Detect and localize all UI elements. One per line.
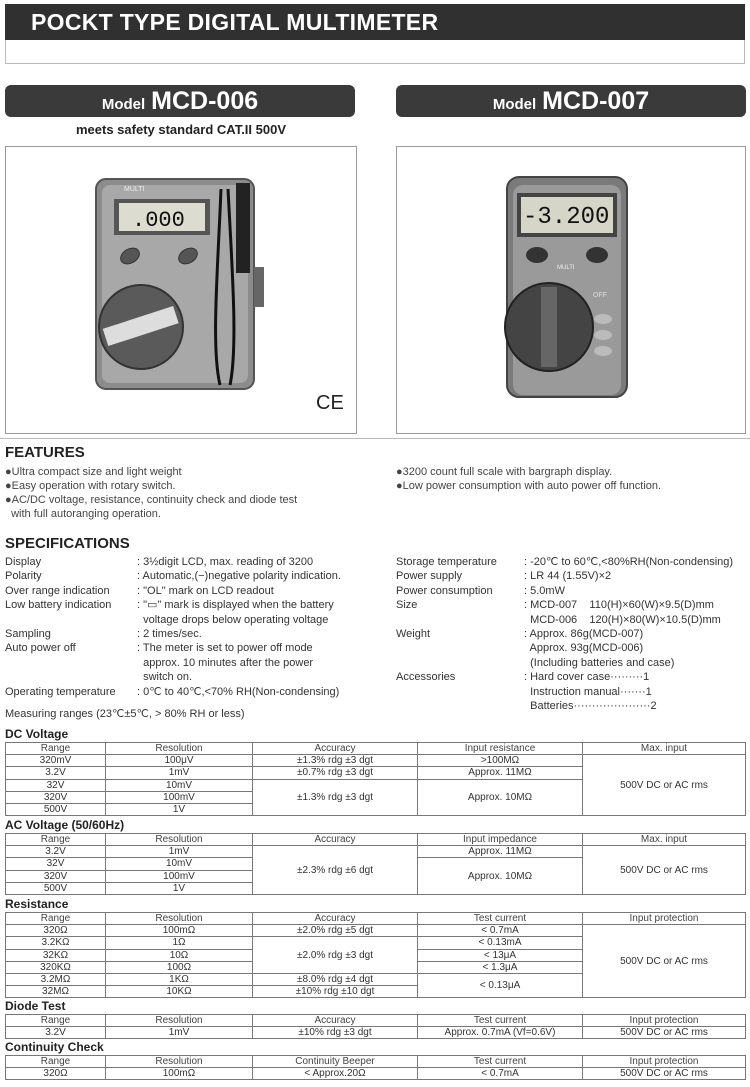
spec-value: voltage drops below operating voltage (137, 613, 329, 626)
header-cell: Input protection (583, 1056, 746, 1068)
spec-value: : 3½digit LCD, max. reading of 3200 (137, 556, 314, 568)
test-current-cell: < 1.3μA (418, 961, 583, 973)
header-cell: Input protection (583, 1015, 746, 1027)
resolution-cell: 10mV (106, 779, 253, 791)
mcd-007-illustration (397, 147, 745, 433)
spec-value: Batteries·····················2 (524, 700, 657, 712)
input-impedance-cell: Approx. 11MΩ (418, 846, 583, 858)
range-cell: 320V (6, 791, 106, 803)
feature-item: ●AC/DC voltage, resistance, continuity check and diode test (5, 494, 298, 506)
test-current-cell: < 13μA (418, 949, 583, 961)
spec-value: Instruction manual·······1 (524, 685, 652, 698)
range-cell: 3.2KΩ (6, 937, 106, 949)
right-off-label: OFF (593, 292, 607, 299)
spec-label: Size (396, 599, 418, 612)
spec-value: : 5.0mW (524, 584, 565, 597)
range-cell: 3.2V (6, 846, 106, 858)
spec-label: Low battery indication (5, 599, 112, 612)
resolution-cell: 1KΩ (106, 973, 253, 985)
table-header-row (6, 913, 746, 925)
resolution-cell: 10Ω (106, 949, 253, 961)
features-heading: FEATURES (5, 444, 85, 461)
accuracy-cell: ±8.0% rdg ±4 dgt (253, 973, 418, 985)
header-cell: Accuracy (253, 743, 418, 755)
resolution-cell: 100μV (106, 755, 253, 767)
model-bar-mcd-006 (5, 85, 355, 117)
max-input-cell: 500V DC or AC rms (583, 755, 746, 816)
accuracy-cell: ±2.0% rdg ±3 dgt (253, 937, 418, 974)
measuring-note: Measuring ranges (23℃±5℃, > 80% RH or less) (5, 708, 245, 720)
range-cell: 320Ω (6, 925, 106, 937)
spec-label: Sampling (5, 628, 51, 640)
range-cell: 32KΩ (6, 949, 106, 961)
header-cell: Resolution (106, 913, 253, 925)
input-impedance-cell: Approx. 10MΩ (418, 858, 583, 895)
diode-test-heading: Diode Test (5, 999, 66, 1013)
model-name: MCD-007 (542, 87, 650, 115)
max-input-cell: 500V DC or AC rms (583, 846, 746, 895)
spec-label: Weight (396, 628, 431, 640)
range-cell: 32V (6, 779, 106, 791)
features-left (5, 465, 297, 521)
table-row (6, 1027, 746, 1039)
accuracy-cell: ±10% rdg ±3 dgt (253, 1027, 418, 1039)
header-cell: Input impedance (418, 834, 583, 846)
input-resistance-cell: Approx. 10MΩ (418, 779, 583, 816)
header-cell: Resolution (106, 743, 253, 755)
spec-value: switch on. (137, 671, 193, 684)
resolution-cell: 100mV (106, 870, 253, 882)
table-header-row (6, 743, 746, 755)
divider (0, 438, 750, 439)
input-protection-cell: 500V DC or AC rms (583, 925, 746, 998)
header-cell: Resolution (106, 1056, 253, 1068)
spec-label: Power consumption (396, 584, 493, 597)
left-brand: MULTI (124, 186, 145, 193)
feature-item: ●Low power consumption with auto power off function. (396, 480, 662, 492)
spec-label: Over range indication (5, 584, 110, 597)
spec-label: Accessories (396, 671, 456, 684)
resolution-cell: 10KΩ (106, 986, 253, 998)
header-cell: Range (6, 1056, 106, 1068)
specs-left (5, 555, 365, 705)
spec-value: : -20℃ to 60℃,<80%RH(Non-condensing) (524, 556, 734, 568)
header-cell: Resolution (106, 834, 253, 846)
resolution-cell: 100Ω (106, 961, 253, 973)
spec-value: : Approx. 86g(MCD-007) (524, 628, 644, 640)
spec-label: Auto power off (5, 642, 76, 655)
resolution-cell: 100mΩ (106, 1068, 253, 1080)
spec-label: Operating temperature (5, 685, 116, 698)
input-protection-cell: 500V DC or AC rms (583, 1068, 746, 1080)
range-cell: 500V (6, 803, 106, 815)
right-lcd-readout: -3.200 (523, 204, 610, 231)
spec-value: approx. 10 minutes after the power (137, 656, 314, 669)
model-name: MCD-006 (151, 87, 259, 115)
table-header-row (6, 1015, 746, 1027)
header-cell: Test current (418, 1015, 583, 1027)
spec-value: (Including batteries and case) (524, 656, 675, 669)
diode-test-table (5, 1014, 746, 1039)
accuracy-cell: ±1.3% rdg ±3 dgt (253, 755, 418, 767)
header-cell: Input resistance (418, 743, 583, 755)
input-protection-cell: 500V DC or AC rms (583, 1027, 746, 1039)
accuracy-cell: ±0.7% rdg ±3 dgt (253, 767, 418, 779)
feature-item: ●3200 count full scale with bargraph display. (396, 466, 613, 478)
header-cell: Range (6, 743, 106, 755)
header-cell: Range (6, 1015, 106, 1027)
safety-standard: meets safety standard CAT.II 500V (75, 122, 286, 137)
range-cell: 320V (6, 870, 106, 882)
features-right (396, 465, 661, 493)
model-prefix: Model (101, 96, 146, 113)
spec-value: : "▭" mark is displayed when the battery (137, 599, 334, 612)
mcd-006-illustration (6, 147, 356, 433)
feature-item: with full autoranging operation. (5, 508, 161, 520)
range-cell: 500V (6, 882, 106, 894)
continuity-check-heading: Continuity Check (5, 1040, 104, 1054)
header-cell: Accuracy (253, 913, 418, 925)
resolution-cell: 1Ω (106, 937, 253, 949)
spec-value: : "OL" mark on LCD readout (137, 584, 274, 597)
product-photo-mcd-007 (396, 146, 746, 434)
input-resistance-cell: Approx. 11MΩ (418, 767, 583, 779)
spec-value: MCD-006 120(H)×80(W)×10.5(D)mm (524, 613, 721, 626)
header-cell: Max. input (583, 743, 746, 755)
feature-item: ●Ultra compact size and light weight (5, 466, 182, 478)
header-cell: Range (6, 834, 106, 846)
test-current-cell: < 0.7mA (418, 925, 583, 937)
resistance-heading: Resistance (5, 897, 69, 911)
table-row (6, 755, 746, 767)
page-title: POCKT TYPE DIGITAL MULTIMETER (5, 4, 745, 40)
header-cell: Continuity Beeper (253, 1056, 418, 1068)
header-cell: Accuracy (253, 1015, 418, 1027)
header-cell: Accuracy (253, 834, 418, 846)
dc-voltage-heading: DC Voltage (5, 727, 69, 741)
range-cell: 320Ω (6, 1068, 106, 1080)
ac-voltage-heading: AC Voltage (50/60Hz) (5, 818, 125, 832)
test-current-cell: < 0.7mA (418, 1068, 583, 1080)
range-cell: 320mV (6, 755, 106, 767)
resolution-cell: 1mV (106, 1027, 253, 1039)
specs-right (396, 555, 746, 715)
spec-value: : Hard cover case·········1 (524, 671, 650, 684)
model-bar-mcd-007 (396, 85, 746, 117)
table-header-row (6, 1056, 746, 1068)
spec-label: Display (5, 556, 42, 568)
test-current-cell: < 0.13μA (418, 973, 583, 997)
header-cell: Resolution (106, 1015, 253, 1027)
header-cell: Range (6, 913, 106, 925)
resolution-cell: 10mV (106, 858, 253, 870)
product-photo-mcd-006 (5, 146, 357, 434)
resistance-table (5, 912, 746, 998)
resolution-cell: 100mV (106, 791, 253, 803)
header-cell: Test current (418, 913, 583, 925)
resolution-cell: 1mV (106, 846, 253, 858)
range-cell: 3.2V (6, 1027, 106, 1039)
header-cell: Max. input (583, 834, 746, 846)
resolution-cell: 1V (106, 803, 253, 815)
specifications-heading: SPECIFICATIONS (5, 535, 130, 552)
test-current-cell: < 0.13mA (418, 937, 583, 949)
range-cell: 3.2MΩ (6, 973, 106, 985)
spec-value: : The meter is set to power off mode (137, 642, 313, 655)
table-row (6, 925, 746, 937)
test-current-cell: Approx. 0.7mA (Vf=0.6V) (418, 1027, 583, 1039)
dc-voltage-table (5, 742, 746, 816)
range-cell: 320KΩ (6, 961, 106, 973)
accuracy-cell: ±2.3% rdg ±6 dgt (253, 846, 418, 895)
table-row (6, 846, 746, 858)
title-underline (5, 40, 745, 64)
resolution-cell: 1mV (106, 767, 253, 779)
model-prefix: Model (492, 96, 537, 113)
right-brand: MULTI (557, 265, 575, 271)
accuracy-cell: ±10% rdg ±10 dgt (253, 986, 418, 998)
table-row (6, 1068, 746, 1080)
resolution-cell: 100mΩ (106, 925, 253, 937)
beeper-cell: < Approx.20Ω (253, 1068, 418, 1080)
feature-item: ●Easy operation with rotary switch. (5, 480, 176, 492)
table-header-row (6, 834, 746, 846)
spec-value: : MCD-007 110(H)×60(W)×9.5(D)mm (524, 599, 714, 612)
spec-label: Power supply (396, 570, 463, 583)
header-cell: Test current (418, 1056, 583, 1068)
left-lcd-readout: .000 (132, 208, 185, 233)
accuracy-cell: ±2.0% rdg ±5 dgt (253, 925, 418, 937)
ce-mark: CE (316, 392, 344, 414)
input-resistance-cell: >100MΩ (418, 755, 583, 767)
spec-value: : LR 44 (1.55V)×2 (524, 570, 612, 583)
range-cell: 32V (6, 858, 106, 870)
continuity-check-table (5, 1055, 746, 1080)
spec-value: : Automatic,(−)negative polarity indication. (137, 570, 341, 583)
header-cell: Input protection (583, 913, 746, 925)
range-cell: 3.2V (6, 767, 106, 779)
spec-value: Approx. 93g(MCD-006) (524, 642, 644, 655)
spec-label: Polarity (5, 570, 42, 583)
ac-voltage-table (5, 833, 746, 895)
spec-value: : 2 times/sec. (137, 628, 202, 640)
resolution-cell: 1V (106, 882, 253, 894)
spec-label: Storage temperature (396, 556, 497, 568)
spec-value: : 0℃ to 40℃,<70% RH(Non-condensing) (137, 685, 340, 698)
range-cell: 32MΩ (6, 986, 106, 998)
accuracy-cell: ±1.3% rdg ±3 dgt (253, 779, 418, 816)
